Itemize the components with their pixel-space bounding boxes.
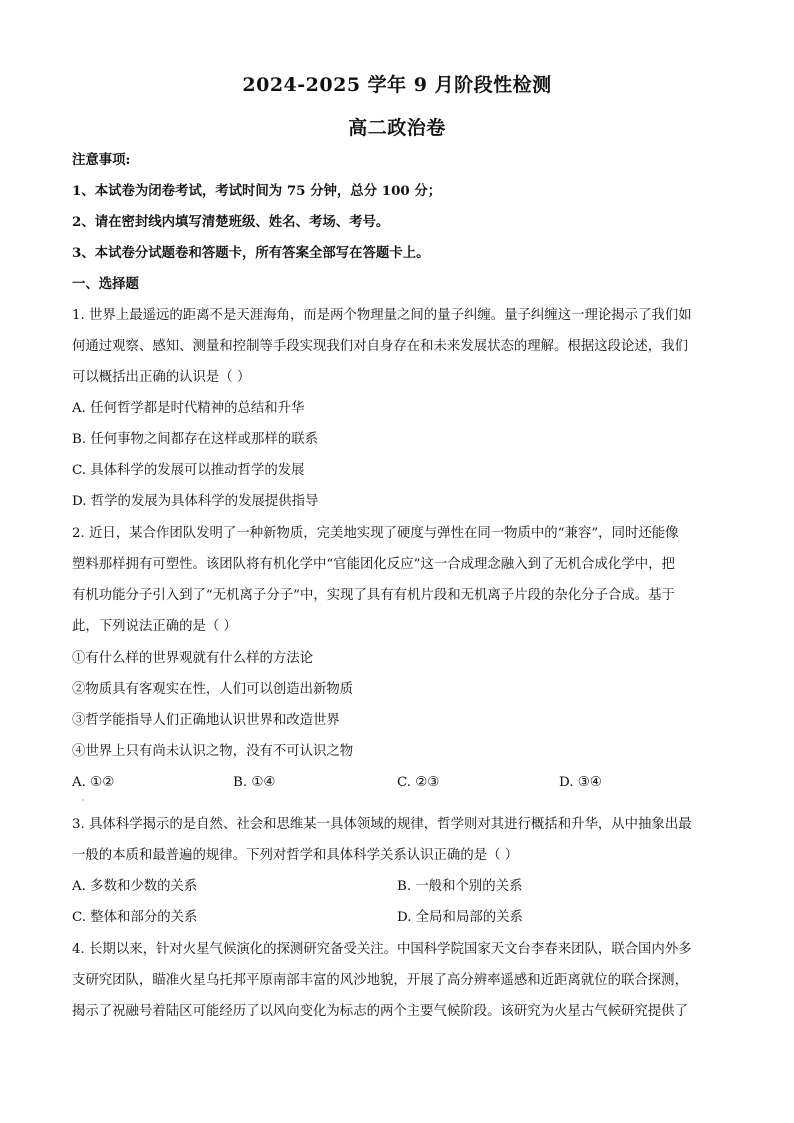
page-title: 2024-2025 学年 9 月阶段性检测 <box>242 74 552 96</box>
question-2-option-d: D. ③④ <box>559 775 602 790</box>
question-2-line: 塑料那样拥有可塑性。该团队将有机化学中“官能团化反应”这一合成理念融入到了无机合成化学中，把 <box>72 557 675 572</box>
question-3-line: 3. 具体科学揭示的是自然、社会和思维某一具体领域的规律，哲学则对其进行概括和升华，从中抽象出最 <box>72 817 692 832</box>
question-1-option-d: D. 哲学的发展为具体科学的发展提供指导 <box>72 494 319 509</box>
question-1-line: 何通过观察、感知、测量和控制等手段实现我们对自身存在和未来发展状态的理解。根据这段论述，我们 <box>72 339 688 354</box>
question-4-line: 揭示了祝融号着陆区可能经历了以风向变化为标志的两个主要气候阶段。该研究为火星古气候研究提供了 <box>72 1004 688 1019</box>
question-2-statement: ④世界上只有尚未认识之物，没有不可认识之物 <box>72 744 354 759</box>
question-2-line: 此，下列说法正确的是（ ） <box>72 619 237 634</box>
question-2-statement: ③哲学能指导人们正确地认识世界和改造世界 <box>72 713 340 728</box>
question-2-statement: ②物质具有客观实在性，人们可以创造出新物质 <box>72 682 354 697</box>
section-heading: 一、选择题 <box>72 276 139 292</box>
question-2-line: 有机功能分子引入到了“无机离子分子”中，实现了具有有机片段和无机离子片段的杂化分子合成。基于 <box>72 588 675 603</box>
question-2-option-c: C. ②③ <box>397 775 440 790</box>
notice-item: 2、请在密封线内填写清楚班级、姓名、考场、考号。 <box>72 214 390 230</box>
notice-heading: 注意事项: <box>72 152 131 168</box>
question-4-line: 4. 长期以来，针对火星气候演化的探测研究备受关注。中国科学院国家天文台李春来团队，联合国内外多 <box>72 942 692 957</box>
question-1-line: 可以概括出正确的认识是（ ） <box>72 370 251 385</box>
question-1-option-c: C. 具体科学的发展可以推动哲学的发展 <box>72 463 305 478</box>
notice-item: 3、本试卷分试题卷和答题卡，所有答案全部写在答题卡上。 <box>72 245 430 261</box>
question-3-option-d: D. 全局和局部的关系 <box>397 910 523 925</box>
question-2-line: 2. 近日，某合作团队发明了一种新物质，完美地实现了硬度与弹性在同一物质中的“兼容”，同时还能像 <box>72 526 679 541</box>
stray-mark: · <box>82 796 85 805</box>
question-3-option-a: A. 多数和少数的关系 <box>72 879 198 894</box>
question-2-statement: ①有什么样的世界观就有什么样的方法论 <box>72 651 314 666</box>
question-3-option-b: B. 一般和个别的关系 <box>397 879 523 894</box>
question-1-option-b: B. 任何事物之间都存在这样或那样的联系 <box>72 432 318 447</box>
notice-item: 1、本试卷为闭卷考试，考试时间为 75 分钟，总分 100 分； <box>72 183 442 199</box>
question-1-line: 1. 世界上最遥远的距离不是天涯海角，而是两个物理量之间的量子纠缠。量子纠缠这一理论揭示了我们如 <box>72 308 692 323</box>
question-3-option-c: C. 整体和部分的关系 <box>72 910 198 925</box>
question-1-option-a: A. 任何哲学都是时代精神的总结和升华 <box>72 401 305 416</box>
question-2-option-b: B. ①④ <box>233 775 276 790</box>
page-subtitle: 高二政治卷 <box>348 117 446 139</box>
question-3-line: 一般的本质和最普遍的规律。下列对哲学和具体科学关系认识正确的是（ ） <box>72 848 519 863</box>
question-4-line: 支研究团队，瞄准火星乌托邦平原南部丰富的风沙地貌，开展了高分辨率遥感和近距离就位的联合探测， <box>72 973 688 988</box>
question-2-option-a: A. ①② <box>72 775 115 790</box>
